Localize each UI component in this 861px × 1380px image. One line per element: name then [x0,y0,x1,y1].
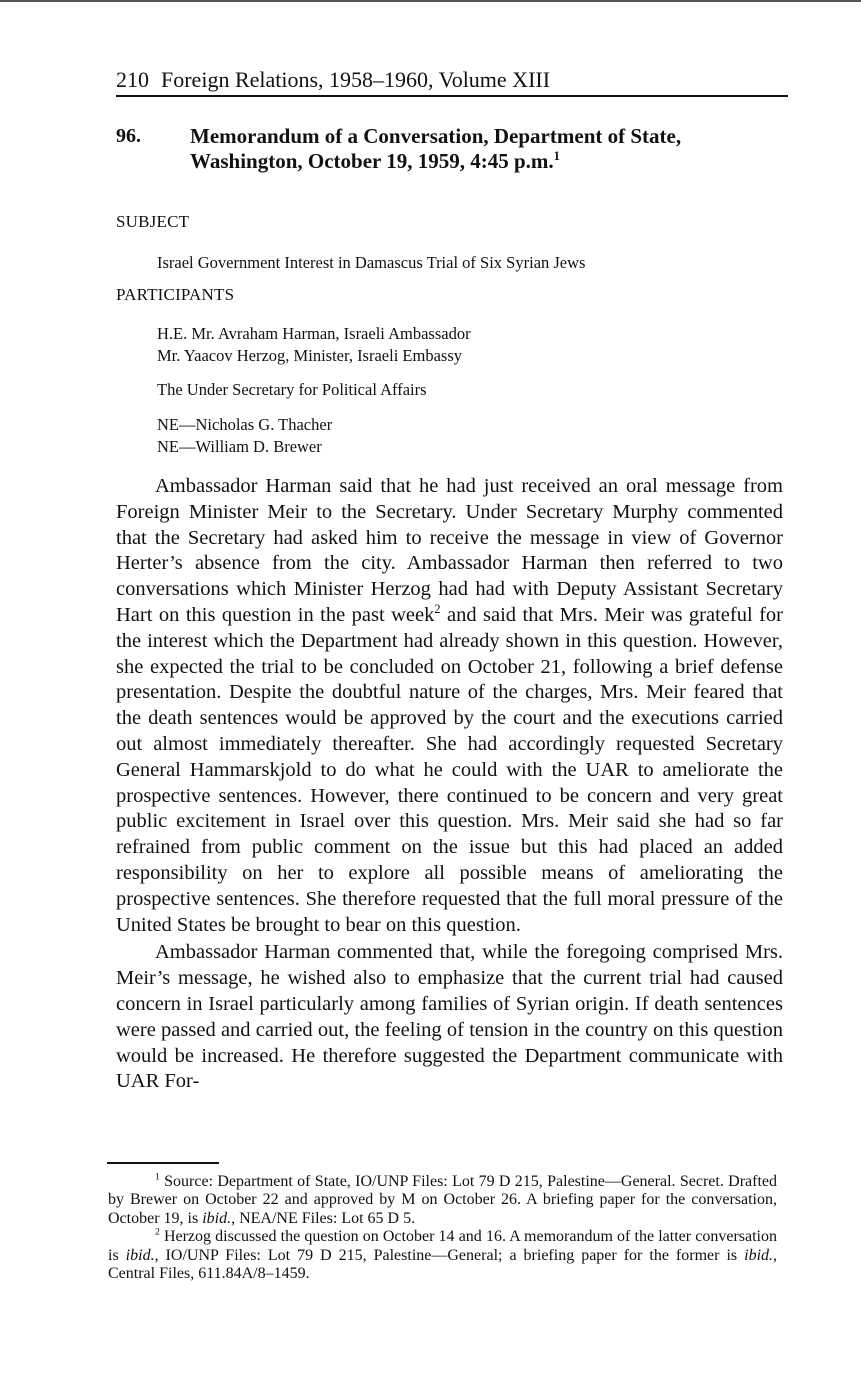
participant-line: H.E. Mr. Avraham Harman, Israeli Ambassador [157,324,471,343]
footnote-2-text-b: , IO/UNP Files: Lot 79 D 215, Palestine—General; a briefing paper for the former is [154,1246,745,1264]
page-number: 210 [116,67,149,92]
footnote-2-text-a: Herzog discussed the question on October 14 and 16. A memorandum of the latter conversation is [108,1228,777,1264]
footnote-1-text-b: , NEA/NE Files: Lot 65 D 5. [231,1209,416,1227]
subject-text: Israel Government Interest in Damascus Trial of Six Syrian Jews [157,253,586,272]
participant-line: Mr. Yaacov Herzog, Minister, Israeli Embassy [157,346,462,365]
participant-line: NE—William D. Brewer [157,437,322,456]
body-paragraph-1-part-b: and said that Mrs. Meir was grateful for the interest which the Department had already shown in this question. However, she expected the trial to be concluded on October 21, following a brief defense presentation. Despite the doubtful nature of the charges, Mrs. Meir feared that the death sentences would be approved by the court and the executions carried out almost immediately thereafter. She had accordingly requested Secretary General Hammarskjold to do what he could with the UAR to ameliorate the prospective sentences. However, there continued to be concern and very great public excitement in Israel over this question. Mrs. Meir said she had so far refrained from public comment on the issue but this had placed an added responsibility on her to explore all possible means of ameliorating the prospective sentences. She therefore requested that the full moral pressure of the United States be brought to bear on this question. [116,603,783,936]
participant-line: NE—Nicholas G. Thacher [157,415,333,434]
subject-label: SUBJECT [116,212,190,231]
footnote-divider [107,1162,219,1164]
footnote-1-text-a: Source: Department of State, IO/UNP Files: Lot 79 D 215, Palestine—General. Secret. Drafted by Brewer on October 22 and approved by M on October 26. A briefing paper for the conversation, October 19, is [108,1173,777,1227]
scan-top-edge [0,0,861,2]
footnote-ref-1: 1 [553,149,560,163]
footnote-2-number: 2 [155,1226,160,1238]
document-title-line-1: Memorandum of a Conversation, Department of State, [190,124,682,148]
body-paragraph-1 [116,474,783,938]
body-paragraph-1-part-a: Ambassador Harman said that he had just received an oral message from Foreign Minister Meir to the Secretary. Under Secretary Murphy commented that the Secretary had asked him to receive the message in view of Governor Herter’s absence from the city. Ambassador Harman then referred to two conversations which Minister Herzog had had with Deputy Assistant Secretary Hart on this question in the past week [116,475,783,626]
memorandum-body [116,474,783,1095]
participant-line: The Under Secretary for Political Affairs [157,380,427,399]
participants-label: PARTICIPANTS [116,285,235,304]
footnote-1 [108,1173,777,1228]
body-paragraph-2: Ambassador Harman commented that, while the foregoing comprised Mrs. Meir’s message, he wished also to emphasize that the current trial had caused concern in Israel particularly among families of Syrian origin. If death sentences were passed and carried out, the feeling of tension in the country on this question would be increased. He therefore suggested the Department communicate with UAR For- [116,941,783,1093]
footnote-1-number: 1 [155,1171,160,1183]
footnotes [108,1173,777,1283]
footnote-1-ibid: ibid. [202,1209,232,1227]
footnote-2-ibid-1: ibid. [125,1246,155,1264]
document-title-line-2: Washington, October 19, 1959, 4:45 p.m. [190,149,554,173]
footnote-2-text-c: , Central Files, 611.84A/8–1459. [108,1246,778,1283]
footnote-2 [108,1228,777,1283]
footnote-ref-2: 2 [434,602,441,617]
footnote-2-ibid-2: ibid. [744,1246,774,1264]
volume-title: Foreign Relations, 1958–1960, Volume XIII [161,67,551,92]
running-head [116,66,788,97]
document-title [190,124,790,174]
document-number: 96. [116,125,141,147]
